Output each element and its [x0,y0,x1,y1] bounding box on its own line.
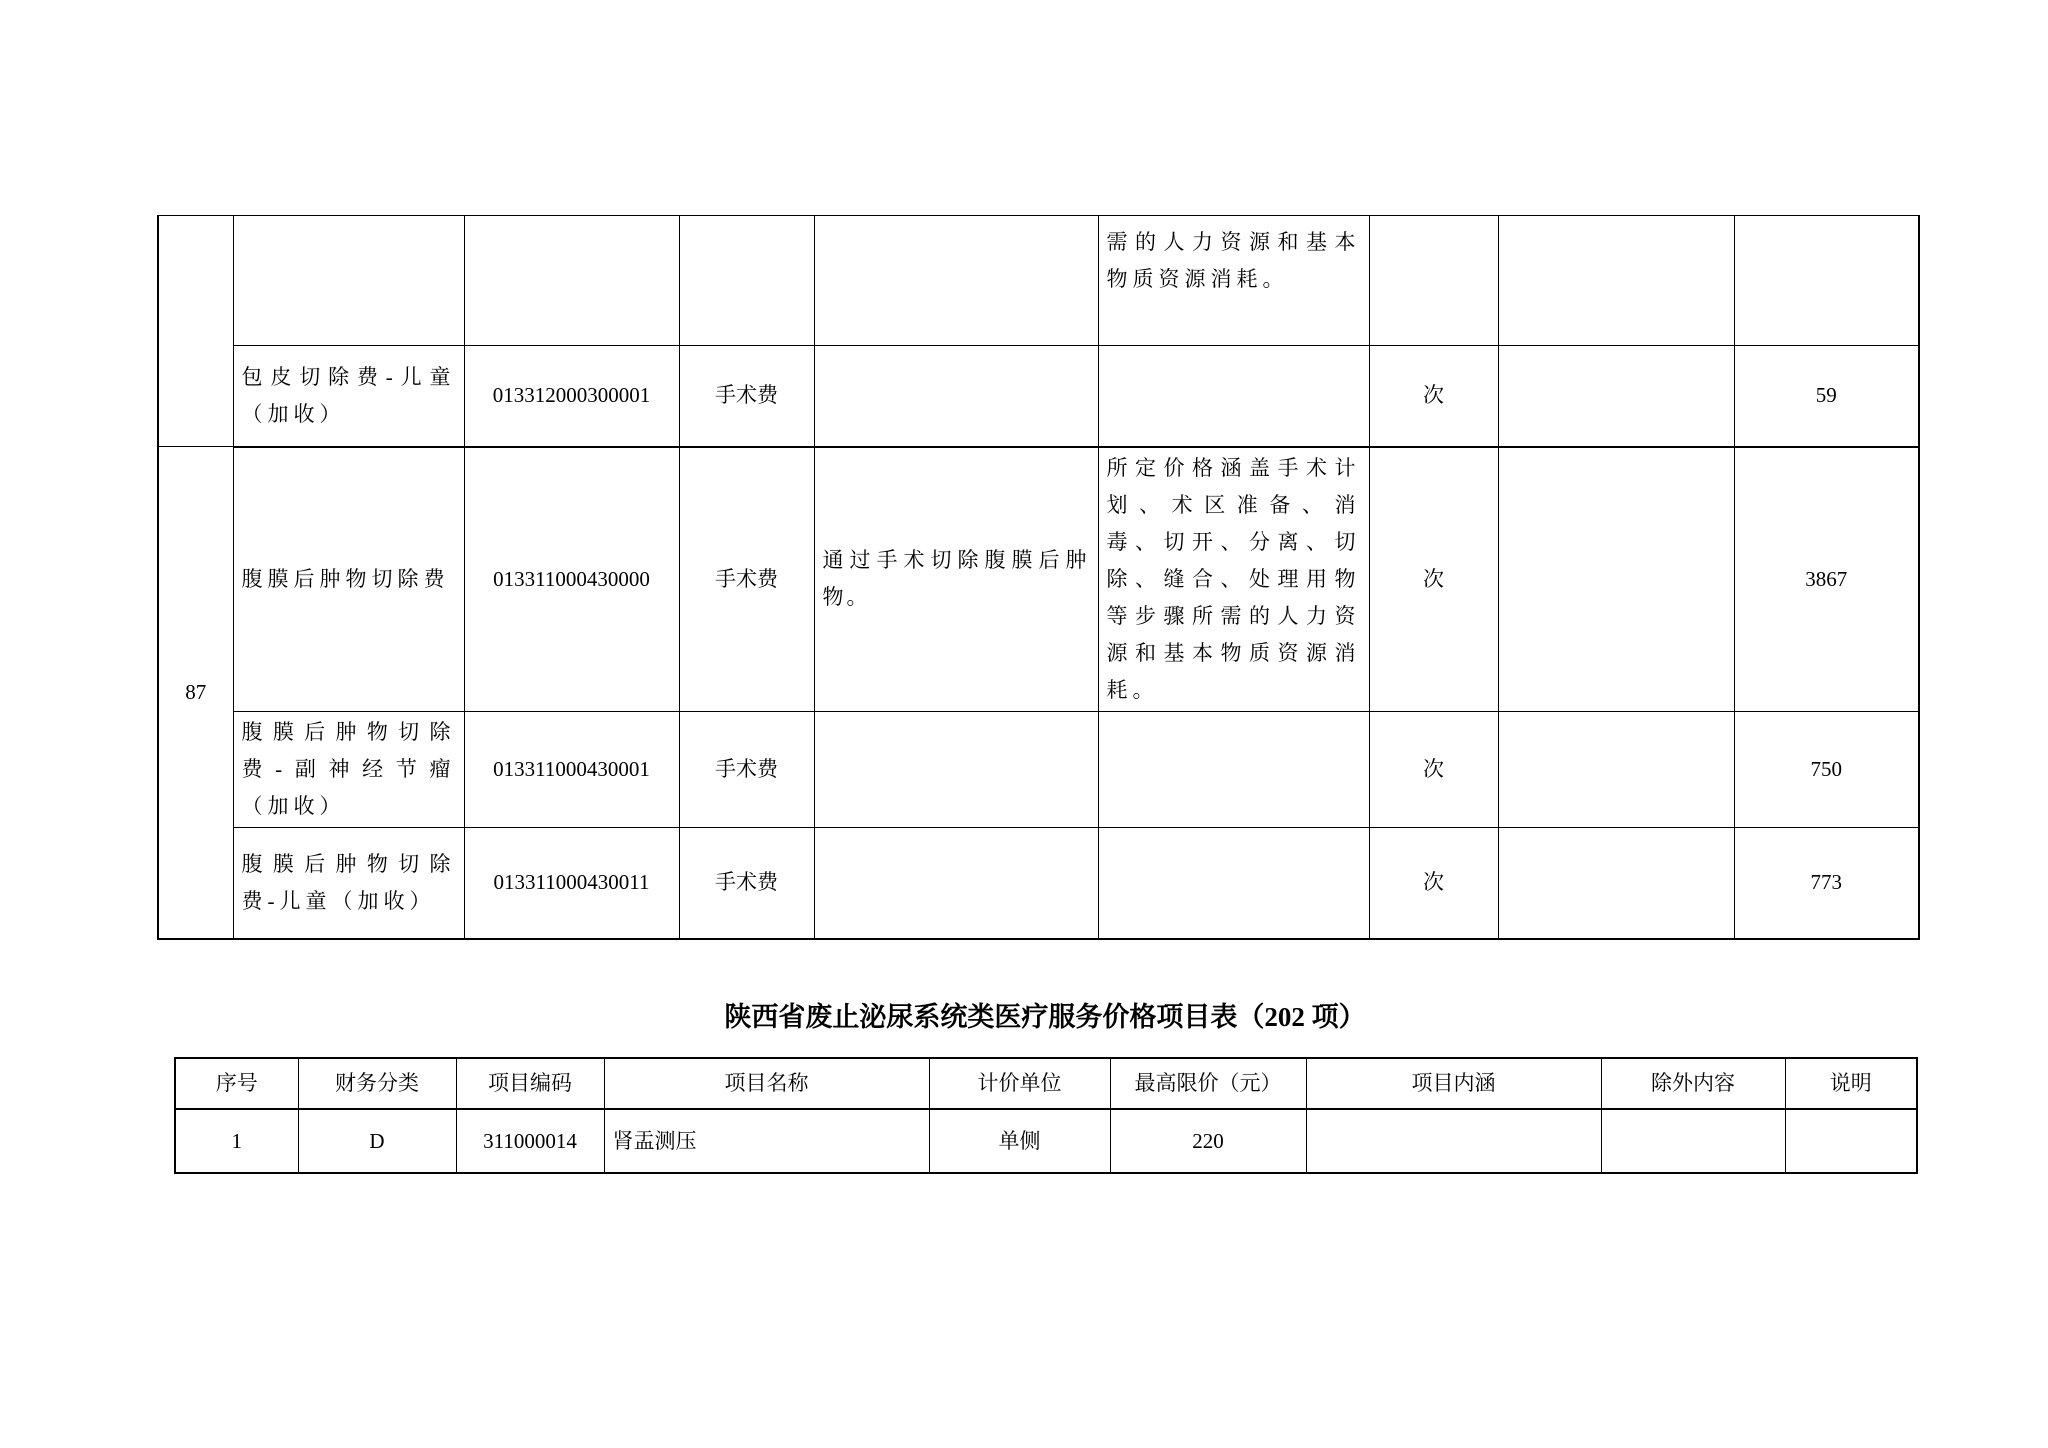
unit-cell: 次 [1369,827,1498,939]
blank-cell [1498,346,1734,447]
item-name-cell: 腹膜后肿物切除费-儿童（加收） [233,827,464,939]
item-code-cell: 013311000430011 [464,827,679,939]
price-cell: 3867 [1734,447,1919,712]
seq-cell [158,216,233,447]
item-name-cell: 包皮切除费-儿童（加收） [233,346,464,447]
item-code-cell: 013312000300001 [464,346,679,447]
header-max-price: 最高限价（元） [1110,1058,1306,1109]
table-row [158,216,1919,346]
header-note: 说明 [1785,1058,1917,1109]
header-seq: 序号 [175,1058,298,1109]
price-cell [1734,216,1919,346]
table-row [158,346,1919,447]
fee-type-cell: 手术费 [679,346,814,447]
table-row [158,447,1919,712]
unit-cell: 次 [1369,346,1498,447]
item-code-cell: 013311000430001 [464,711,679,827]
unit-cell: 单侧 [929,1109,1110,1173]
connotation-cell [1098,827,1369,939]
table-row [158,827,1919,939]
item-name-cell [233,216,464,346]
table2-title: 陕西省废止泌尿系统类医疗服务价格项目表（202 项） [724,1002,1366,1032]
description-cell [814,711,1098,827]
item-name-cell: 肾盂测压 [604,1109,929,1173]
price-cell: 59 [1734,346,1919,447]
table-header-row [175,1058,1917,1109]
item-name-cell: 腹膜后肿物切除费 [233,447,464,712]
header-finance-category: 财务分类 [298,1058,456,1109]
unit-cell: 次 [1369,711,1498,827]
header-item-name: 项目名称 [604,1058,929,1109]
unit-cell [1369,216,1498,346]
header-item-code: 项目编码 [456,1058,604,1109]
description-cell [814,827,1098,939]
fee-type-cell: 手术费 [679,711,814,827]
item-code-cell: 311000014 [456,1109,604,1173]
fee-type-cell: 手术费 [679,827,814,939]
connotation-cell [1098,346,1369,447]
max-price-cell: 220 [1110,1109,1306,1173]
item-name-cell: 腹膜后肿物切除费-副神经节瘤（加收） [233,711,464,827]
description-cell [814,346,1098,447]
header-unit: 计价单位 [929,1058,1110,1109]
finance-category-cell: D [298,1109,456,1173]
table-row [175,1109,1917,1173]
item-code-cell: 013311000430000 [464,447,679,712]
description-cell: 通过手术切除腹膜后肿物。 [814,447,1098,712]
blank-cell [1498,827,1734,939]
price-cell: 750 [1734,711,1919,827]
fee-type-cell: 手术费 [679,447,814,712]
exclusion-cell [1601,1109,1785,1173]
abolished-urology-price-table [174,1057,1918,1174]
price-cell: 773 [1734,827,1919,939]
medical-price-table-continuation [157,215,1920,940]
seq-cell: 1 [175,1109,298,1173]
header-exclusion: 除外内容 [1601,1058,1785,1109]
connotation-cell [1306,1109,1601,1173]
header-connotation: 项目内涵 [1306,1058,1601,1109]
fee-type-cell [679,216,814,346]
connotation-cell [1098,711,1369,827]
blank-cell [1498,711,1734,827]
table-row [158,711,1919,827]
blank-cell [1498,216,1734,346]
note-cell [1785,1109,1917,1173]
connotation-cell: 需的人力资源和基本物质资源消耗。 [1098,216,1369,346]
unit-cell: 次 [1369,447,1498,712]
blank-cell [1498,447,1734,712]
connotation-cell: 所定价格涵盖手术计划、术区准备、消毒、切开、分离、切除、缝合、处理用物等步骤所需的人力资源和基本物质资源消耗。 [1098,447,1369,712]
item-code-cell [464,216,679,346]
seq-cell: 87 [158,447,233,940]
description-cell [814,216,1098,346]
